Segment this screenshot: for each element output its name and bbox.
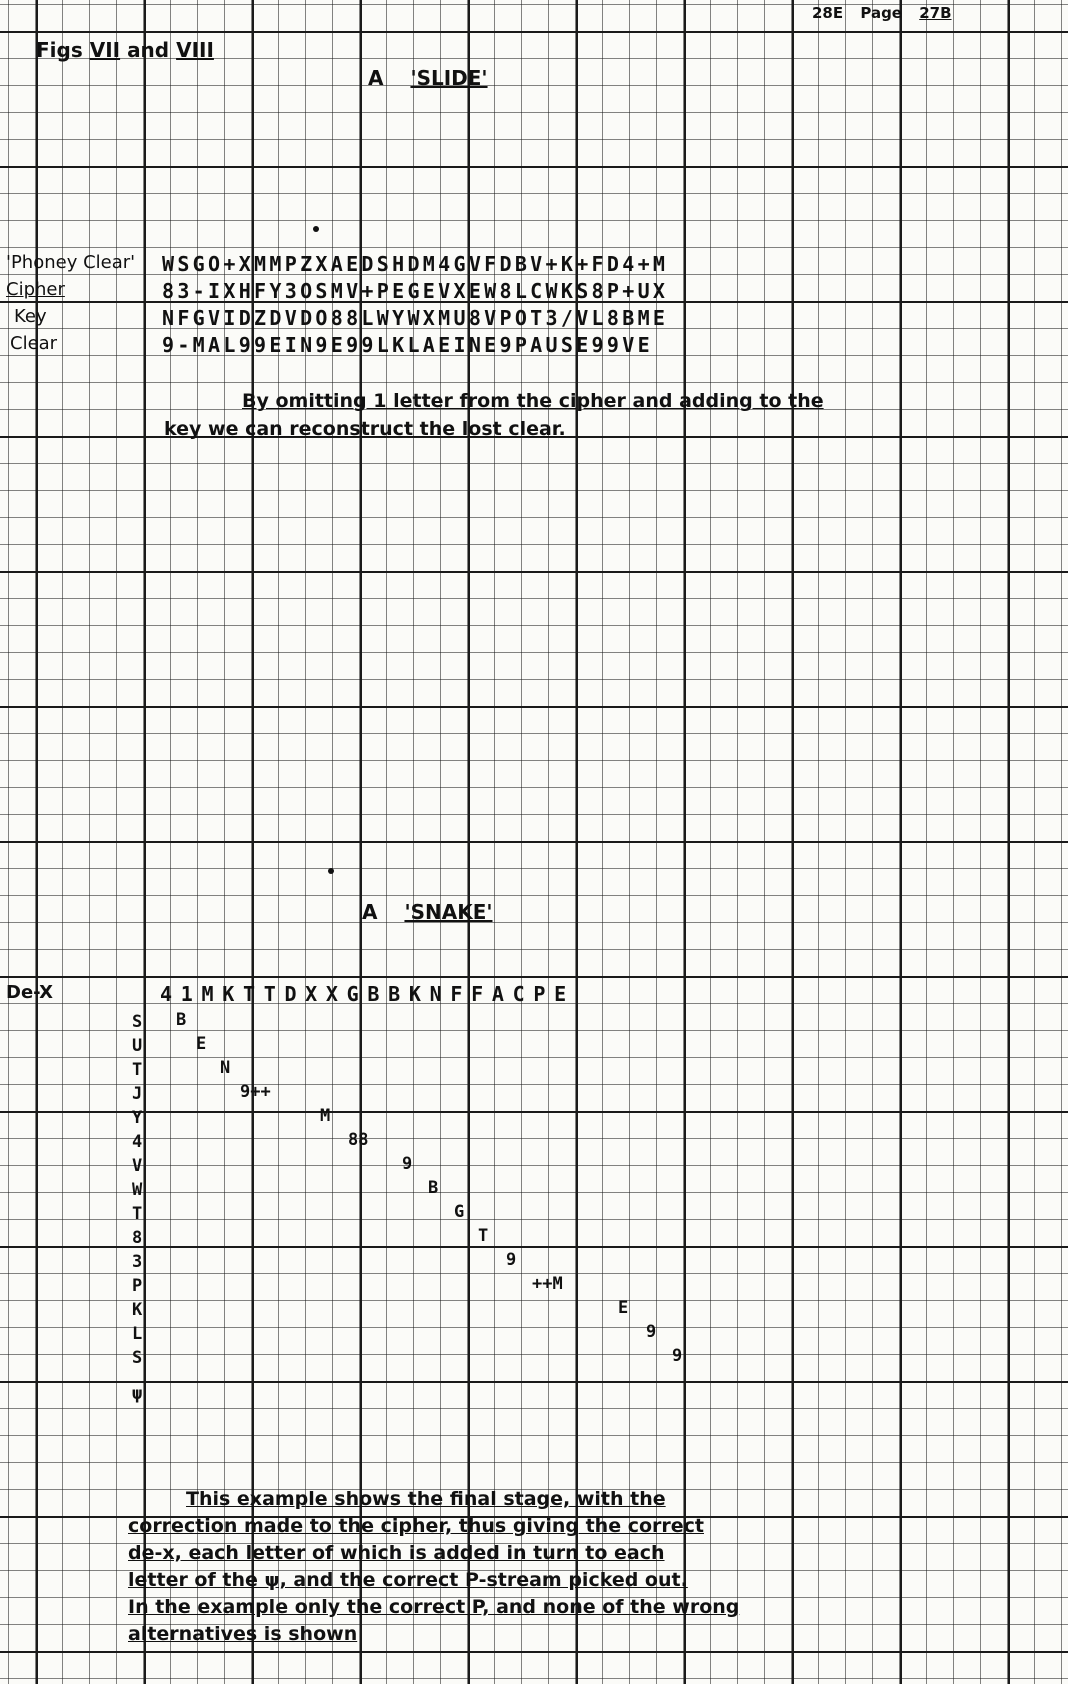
row-label-clear: Clear [10,333,58,354]
psi-letter: T [132,1060,143,1080]
slide-title-word: 'SLIDE' [410,66,488,90]
page-label: Page [860,4,902,22]
psi-letter: W [132,1180,143,1200]
snake-cell: 9 [506,1250,517,1270]
snake-cell: 9++ [240,1082,271,1102]
row-text-cipher: 83-IXHFY3OSMV+PEGEVXEW8LCWKS8P+UX [162,279,669,303]
snake-note-line: alternatives is shown [128,1623,358,1645]
figures-heading [36,38,214,62]
snake-cell: T [478,1226,489,1246]
figs-number-a: VII [89,38,121,62]
snake-title [362,900,492,924]
snake-cell: 88 [348,1130,369,1150]
psi-letter: K [132,1300,143,1320]
snake-note-line: In the example only the correct P, and none of the wrong [128,1596,740,1618]
grid-line [0,1111,1068,1113]
snake-title-word: 'SNAKE' [404,900,493,924]
psi-letter: L [132,1324,143,1344]
dex-sequence: 41MKTTDXXGBBKNFFACPE [160,982,575,1006]
snake-note-line: de-x, each letter of which is added in turn to each [128,1542,665,1564]
figs-and: and [127,38,170,62]
snake-title-a: A [362,900,378,924]
snake-cell: M [320,1106,331,1126]
grid-line [0,1246,1068,1248]
grid-line [0,571,1068,573]
snake-cell: B [176,1010,187,1030]
grid-line [0,976,1068,978]
row-label-phoney-clear: 'Phoney Clear' [6,252,136,273]
grid-line [0,706,1068,708]
snake-cell: E [196,1034,207,1054]
snake-cell: 9 [672,1346,683,1366]
snake-cell: B [428,1178,439,1198]
page-number: 27B [919,4,952,22]
psi-letter: Y [132,1108,143,1128]
snake-note-line: letter of the ψ, and the correct P-stream picked out. [128,1569,688,1591]
dex-label: De-X [6,982,54,1003]
slide-note-line-1: By omitting 1 letter from the cipher and adding to the [242,390,824,412]
psi-letter: J [132,1084,143,1104]
psi-letter: V [132,1156,143,1176]
ink-dot [313,226,319,232]
snake-cell: G [454,1202,465,1222]
row-label-cipher: Cipher [6,279,65,300]
psi-letter: ψ [132,1384,143,1404]
grid-line [0,1381,1068,1383]
psi-letter: 4 [132,1132,143,1152]
grid-line [0,31,1068,33]
grid-line [0,841,1068,843]
row-text-key: NFGVIDZDVDO88LWYWXMU8VPOT3/VL8BME [162,306,669,330]
figs-prefix: Figs [36,38,83,62]
snake-cell: E [618,1298,629,1318]
row-text-phoney-clear: WSGO+XMMPZXAEDSHDM4GVFDBV+K+FD4+M [162,252,669,276]
row-text-clear: 9-MAL99EIN9E99LKLAEINE9PAUSE99VE [162,333,653,357]
ink-dot [328,868,334,874]
psi-letter: S [132,1348,143,1368]
snake-note-line: correction made to the cipher, thus giving the correct [128,1515,704,1537]
snake-cell: 9 [402,1154,413,1174]
page-reference [812,4,952,22]
psi-letter: P [132,1276,143,1296]
snake-cell: ++M [532,1274,563,1294]
psi-letter: 3 [132,1252,143,1272]
snake-note-line: This example shows the final stage, with the [186,1488,666,1510]
slide-note-line-2: key we can reconstruct the lost clear. [164,418,566,440]
slide-title-a: A [368,66,384,90]
slide-title [368,66,488,90]
ref-code: 28E [812,4,844,22]
grid-line [0,1651,1068,1653]
snake-cell: N [220,1058,231,1078]
grid-line [0,166,1068,168]
psi-letter: S [132,1012,143,1032]
psi-letter: 8 [132,1228,143,1248]
psi-letter: T [132,1204,143,1224]
snake-cell: 9 [646,1322,657,1342]
psi-letter: U [132,1036,143,1056]
figs-number-b: VIII [176,38,214,62]
row-label-key: Key [14,306,47,327]
